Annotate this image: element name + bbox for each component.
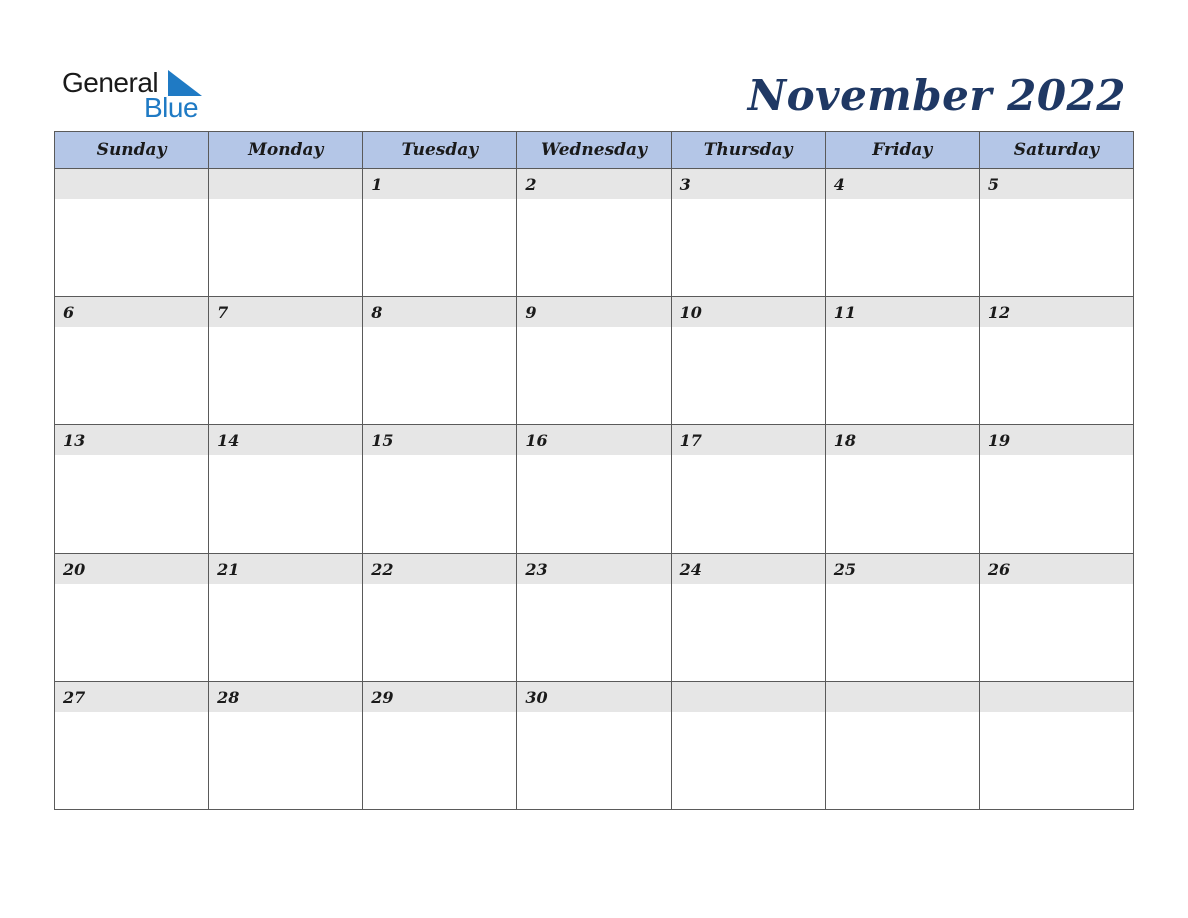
day-number [980, 682, 1133, 712]
day-number: 9 [517, 297, 670, 327]
week-row [55, 297, 1134, 425]
logo-word-general: General [62, 67, 159, 98]
day-cell[interactable] [55, 681, 209, 809]
day-number: 16 [517, 425, 670, 455]
day-number [55, 169, 208, 199]
weekday-header-saturday: Saturday [979, 132, 1133, 169]
day-number: 1 [363, 169, 516, 199]
logo-word-blue: Blue [144, 92, 199, 123]
day-cell[interactable] [517, 169, 671, 297]
day-cell[interactable] [671, 425, 825, 553]
day-number: 15 [363, 425, 516, 455]
day-cell[interactable] [209, 553, 363, 681]
day-number: 23 [517, 554, 670, 584]
weekday-header-thursday: Thursday [671, 132, 825, 169]
day-number: 5 [980, 169, 1133, 199]
day-number: 20 [55, 554, 208, 584]
day-cell[interactable] [671, 553, 825, 681]
day-cell[interactable] [363, 425, 517, 553]
day-number: 14 [209, 425, 362, 455]
day-cell[interactable] [825, 169, 979, 297]
week-row [55, 553, 1134, 681]
weekday-header-row [55, 132, 1134, 169]
day-cell[interactable] [825, 681, 979, 809]
day-cell[interactable] [55, 169, 209, 297]
weekday-header-wednesday: Wednesday [517, 132, 671, 169]
day-cell[interactable] [825, 553, 979, 681]
day-number: 18 [826, 425, 979, 455]
day-number [672, 682, 825, 712]
day-cell[interactable] [55, 553, 209, 681]
week-row [55, 169, 1134, 297]
day-number: 3 [672, 169, 825, 199]
day-cell[interactable] [979, 553, 1133, 681]
day-cell[interactable] [363, 297, 517, 425]
day-number: 2 [517, 169, 670, 199]
weekday-header-friday: Friday [825, 132, 979, 169]
week-row [55, 425, 1134, 553]
day-cell[interactable] [825, 297, 979, 425]
day-cell[interactable] [517, 553, 671, 681]
day-cell[interactable] [517, 681, 671, 809]
day-number: 4 [826, 169, 979, 199]
day-number [826, 682, 979, 712]
day-cell[interactable] [979, 297, 1133, 425]
day-cell[interactable] [55, 425, 209, 553]
day-cell[interactable] [209, 681, 363, 809]
weekday-header-monday: Monday [209, 132, 363, 169]
day-cell[interactable] [671, 681, 825, 809]
day-number [209, 169, 362, 199]
day-number: 24 [672, 554, 825, 584]
day-number: 25 [826, 554, 979, 584]
month-calendar-grid [54, 131, 1134, 810]
week-row [55, 681, 1134, 809]
day-number: 12 [980, 297, 1133, 327]
day-cell[interactable] [825, 425, 979, 553]
day-number: 22 [363, 554, 516, 584]
day-cell[interactable] [363, 681, 517, 809]
day-cell[interactable] [363, 169, 517, 297]
day-number: 13 [55, 425, 208, 455]
day-number: 7 [209, 297, 362, 327]
day-number: 27 [55, 682, 208, 712]
day-cell[interactable] [517, 425, 671, 553]
weekday-header-sunday: Sunday [55, 132, 209, 169]
day-cell[interactable] [979, 169, 1133, 297]
day-cell[interactable] [209, 425, 363, 553]
calendar-title: November 2022 [747, 71, 1126, 120]
day-number: 26 [980, 554, 1133, 584]
day-cell[interactable] [671, 297, 825, 425]
brand-logo [62, 66, 212, 122]
day-number: 30 [517, 682, 670, 712]
day-number: 10 [672, 297, 825, 327]
day-cell[interactable] [979, 681, 1133, 809]
day-cell[interactable] [363, 553, 517, 681]
day-number: 29 [363, 682, 516, 712]
day-number: 6 [55, 297, 208, 327]
day-cell[interactable] [517, 297, 671, 425]
day-number: 19 [980, 425, 1133, 455]
day-cell[interactable] [209, 169, 363, 297]
weekday-header-tuesday: Tuesday [363, 132, 517, 169]
day-cell[interactable] [979, 425, 1133, 553]
day-cell[interactable] [55, 297, 209, 425]
day-number: 21 [209, 554, 362, 584]
day-number: 17 [672, 425, 825, 455]
day-number: 28 [209, 682, 362, 712]
day-number: 8 [363, 297, 516, 327]
day-number: 11 [826, 297, 979, 327]
day-cell[interactable] [671, 169, 825, 297]
day-cell[interactable] [209, 297, 363, 425]
